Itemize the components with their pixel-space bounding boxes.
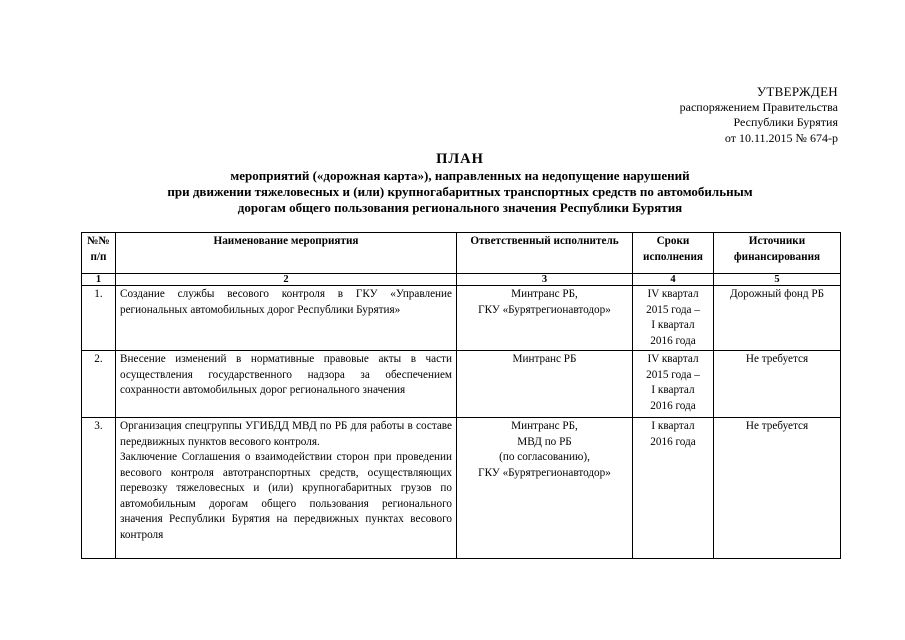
col-number: 1 [82,274,116,286]
document-title [80,150,840,216]
row-funding: Дорожный фонд РБ [714,286,841,351]
row-name: Внесение изменений в нормативные правовые акты в части осуществления государственного надзора за обеспечением сохранности автомобильных дорог регионального значения [116,351,457,418]
title-line-3: дорогам общего пользования регионального значения Республики Бурятия [237,200,683,215]
approval-line-2: Республики Бурятия [733,115,838,129]
col-number: 4 [633,274,714,286]
header-row [82,233,841,274]
table-row [82,286,841,351]
row-executor: Минтранс РБ [457,351,633,418]
column-number-row [82,274,841,286]
col-number: 2 [116,274,457,286]
approval-line-3: от 10.11.2015 № 674-р [724,130,838,145]
plan-table [81,232,841,559]
col-number: 5 [714,274,841,286]
header-deadline: Сроки исполнения [633,233,714,274]
title-line-2: при движении тяжеловесных и (или) крупногабаритных транспортных средств по автомобильным [167,184,753,199]
col-number: 3 [457,274,633,286]
approval-status: УТВЕРЖДЕН [756,84,838,99]
header-funding: Источники финансирования [714,233,841,274]
row-executor: Минтранс РБ, ГКУ «Бурятрегионавтодор» [457,286,633,351]
row-num: 3. [82,418,116,559]
header-executor: Ответственный исполнитель [457,233,633,274]
row-name: Организация спецгруппы УГИБДД МВД по РБ для работы в составе передвижных пунктов весового контроля. Заключение Соглашения о взаимодействии сторон при проведении весового контроля автотранспортных средств, осуществляющих перевозку тяжеловесных и (или) крупногабаритных грузов по автомобильным дорогам общего пользования регионального значения Республики Бурятия на передвижных пунктах весового контроля [116,418,457,559]
row-deadline: I квартал 2016 года [633,418,714,559]
row-deadline: IV квартал 2015 года – I квартал 2016 года [633,286,714,351]
title-line-1: мероприятий («дорожная карта»), направленных на недопущение нарушений [230,168,690,183]
header-name: Наименование мероприятия [116,233,457,274]
row-deadline: IV квартал 2015 года – I квартал 2016 года [633,351,714,418]
row-name: Создание службы весового контроля в ГКУ «Управление региональных автомобильных дорог Республики Бурятия» [116,286,457,351]
title-main: ПЛАН [436,151,484,167]
table-row [82,418,841,559]
row-executor: Минтранс РБ, МВД по РБ (по согласованию), ГКУ «Бурятрегионавтодор» [457,418,633,559]
header-num: №№ п/п [82,233,116,274]
table-row [82,351,841,418]
row-funding: Не требуется [714,418,841,559]
approval-stamp [680,84,838,146]
row-num: 1. [82,286,116,351]
row-funding: Не требуется [714,351,841,418]
row-num: 2. [82,351,116,418]
approval-line-1: распоряжением Правительства [679,99,838,114]
